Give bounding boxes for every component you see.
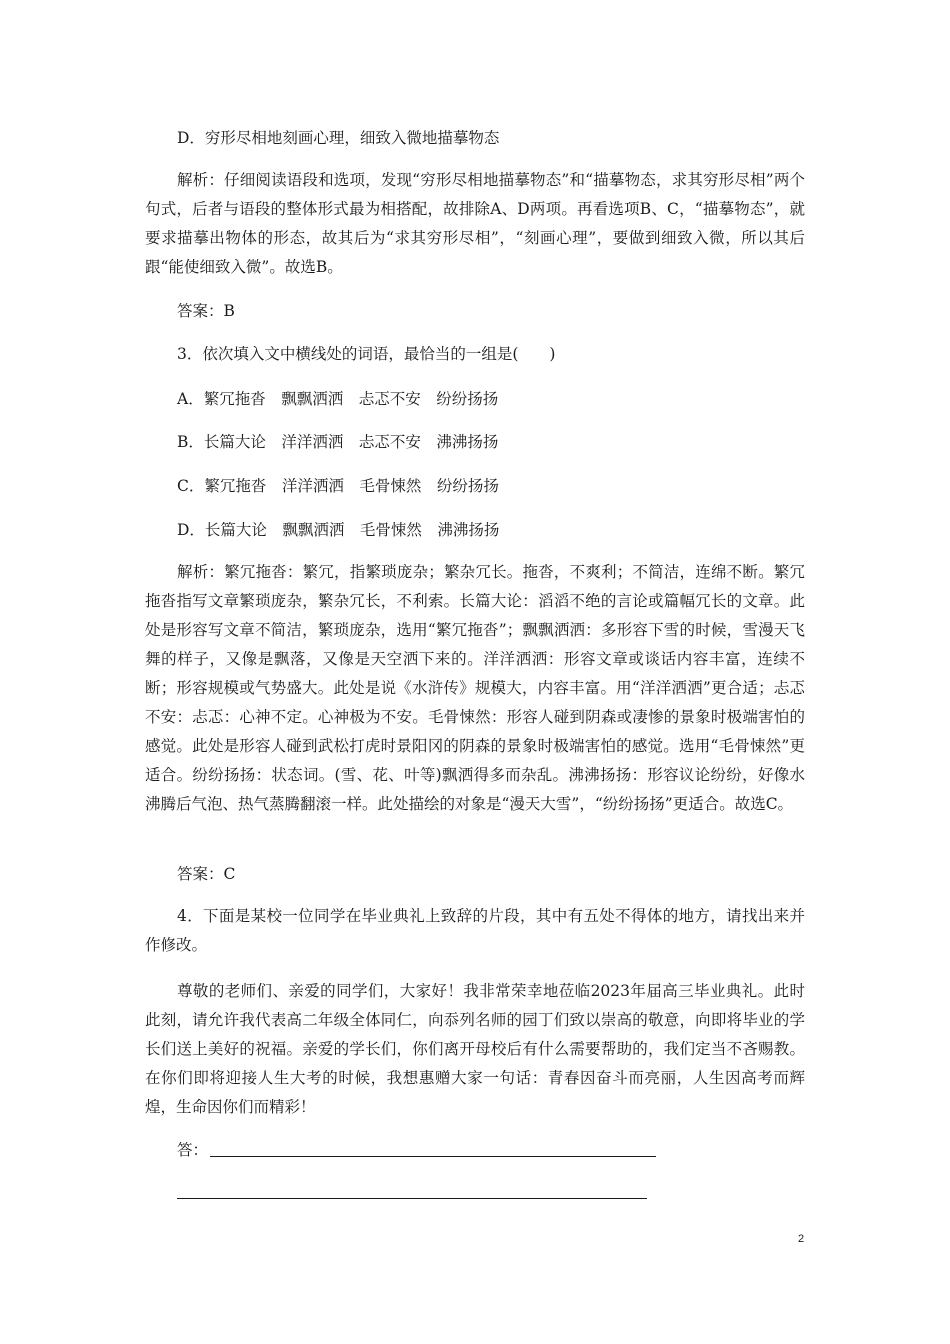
q4-answer-label: 答： xyxy=(177,1141,209,1159)
q2-option-d: D．穷形尽相地刻画心理，细致入微地描摹物态 xyxy=(177,129,500,147)
q2-analysis: 解析：仔细阅读语段和选项，发现“穷形尽相地描摹物态”和“描摹物态，求其穷形尽相”两个句式，后者与语段的整体形式最为相搭配，故排除A、D两项。再看选项B、C，“描摹物态”，就要求描摹出物体的形态，故其后为“求其穷形尽相”，“刻画心理”，要做到细致入微，所以其后跟“能使细致入微”。故选B。 xyxy=(145,171,805,276)
page-number: 2 xyxy=(798,1233,805,1245)
q3-option-a: A．繁冗拖沓 飘飘洒洒 忐忑不安 纷纷扬扬 xyxy=(177,390,499,408)
answer-blank-line-2[interactable] xyxy=(177,1198,647,1199)
q2-answer: 答案：B xyxy=(177,302,235,320)
q3-analysis: 解析：繁冗拖沓：繁冗，指繁琐庞杂；繁杂冗长。拖沓，不爽利；不简洁，连绵不断。繁冗拖沓指写文章繁琐庞杂，繁杂冗长，不利索。长篇大论：滔滔不绝的言论或篇幅冗长的文章。此处是形容写文章不简洁，繁琐庞杂，选用“繁冗拖沓”；飘飘洒洒：多形容下雪的时候，雪漫天飞舞的样子，又像是飘落，又像是天空洒下来的。洋洋洒洒：形容文章或谈话内容丰富，连续不断；形容规模或气势盛大。此处是说《水浒传》规模大，内容丰富。用“洋洋洒洒”更合适；忐忑不安：忐忑：心神不定。心神极为不安。毛骨悚然：形容人碰到阴森或凄惨的景象时极端害怕的感觉。此处是形容人碰到武松打虎时景阳冈的阴森的景象时极端害怕的感觉。选用“毛骨悚然”更适合。纷纷扬扬：状态词。(雪、花、叶等)飘洒得多而杂乱。沸沸扬扬：形容议论纷纷，好像水沸腾后气泡、热气蒸腾翻滚一样。此处描绘的对象是“漫天大雪”，“纷纷扬扬”更适合。故选C。 xyxy=(145,563,805,813)
q4-stem: 4．下面是某校一位同学在毕业典礼上致辞的片段，其中有五处不得体的地方，请找出来并作修改。 xyxy=(145,907,805,954)
q3-stem: 3．依次填入文中横线处的词语，最恰当的一组是( ) xyxy=(177,345,556,363)
q3-option-d: D．长篇大论 飘飘洒洒 毛骨悚然 沸沸扬扬 xyxy=(177,521,500,539)
answer-blank-line-1[interactable] xyxy=(210,1156,656,1157)
q3-option-b: B．长篇大论 洋洋洒洒 忐忑不安 沸沸扬扬 xyxy=(177,433,499,451)
q4-passage: 尊敬的老师们、亲爱的同学们，大家好！我非常荣幸地莅临2023年届高三毕业典礼。此时此刻，请允许我代表高二年级全体同仁，向忝列名师的园丁们致以崇高的敬意，向即将毕业的学长们送上美好的祝福。亲爱的学长们，你们离开母校后有什么需要帮助的，我们定当不吝赐教。在你们即将迎接人生大考的时候，我想惠赠大家一句话：青春因奋斗而亮丽，人生因高考而辉煌，生命因你们而精彩！ xyxy=(145,982,805,1116)
q3-answer: 答案：C xyxy=(177,865,236,883)
q3-option-c: C．繁冗拖沓 洋洋洒洒 毛骨悚然 纷纷扬扬 xyxy=(177,477,499,495)
